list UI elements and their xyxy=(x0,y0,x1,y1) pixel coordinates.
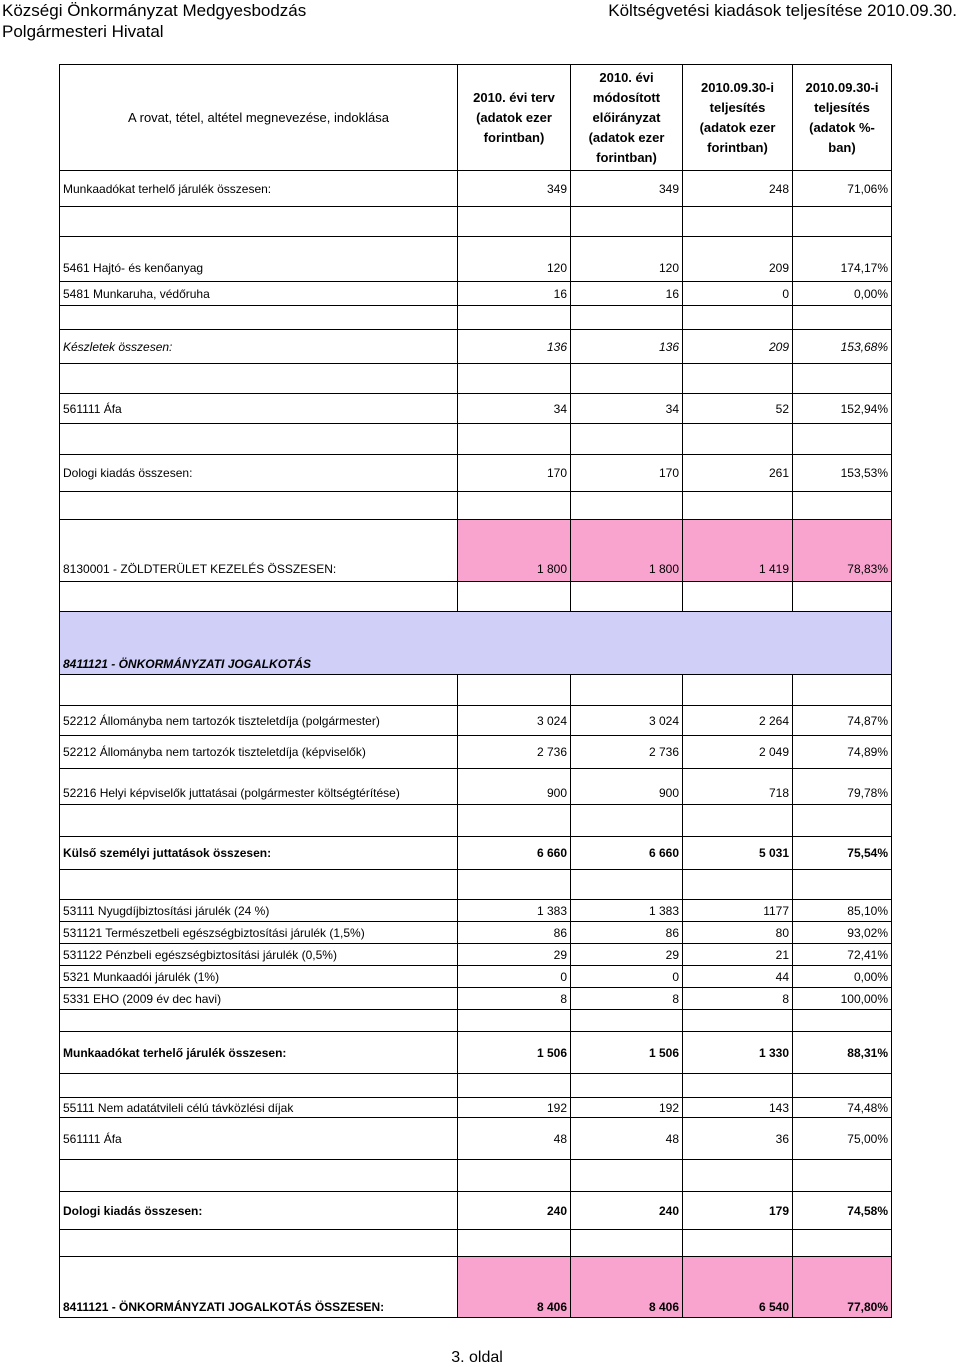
row-label: 5481 Munkaruha, védőruha xyxy=(60,282,458,306)
cell-percent: 74,48% xyxy=(793,1098,892,1118)
cell-modified-plan: 8 406 xyxy=(571,1257,683,1318)
cell-plan: 48 xyxy=(458,1118,571,1160)
cell-plan: 170 xyxy=(458,455,571,492)
spacer-row xyxy=(60,582,892,612)
spacer-row xyxy=(60,424,892,455)
cell-plan: 120 xyxy=(458,237,571,282)
table-row xyxy=(60,330,892,364)
table-row xyxy=(60,520,892,582)
cell-modified-plan: 1 383 xyxy=(571,900,683,922)
cell-actual: 143 xyxy=(683,1098,793,1118)
table-row xyxy=(60,769,892,805)
cell-plan: 192 xyxy=(458,1098,571,1118)
cell-percent: 88,31% xyxy=(793,1032,892,1074)
cell-plan: 349 xyxy=(458,171,571,207)
column-header-modified-plan: 2010. évi módosított előirányzat (adatok ezer forintban) xyxy=(571,65,683,171)
cell-actual: 36 xyxy=(683,1118,793,1160)
table-row xyxy=(60,900,892,922)
table-row xyxy=(60,988,892,1010)
cell-plan: 3 024 xyxy=(458,706,571,736)
cell-percent: 0,00% xyxy=(793,282,892,306)
row-label: 52212 Állományba nem tartozók tiszteletdíja (képviselők) xyxy=(60,736,458,769)
cell-percent: 78,83% xyxy=(793,520,892,582)
cell-actual: 718 xyxy=(683,769,793,805)
table-row xyxy=(60,736,892,769)
cell-actual: 2 049 xyxy=(683,736,793,769)
cell-percent: 93,02% xyxy=(793,922,892,944)
cell-modified-plan: 120 xyxy=(571,237,683,282)
cell-modified-plan: 900 xyxy=(571,769,683,805)
cell-percent: 74,87% xyxy=(793,706,892,736)
section-header-row xyxy=(60,612,892,675)
spacer-row xyxy=(60,675,892,706)
spacer-row xyxy=(60,805,892,837)
cell-plan: 6 660 xyxy=(458,837,571,870)
cell-actual: 2 264 xyxy=(683,706,793,736)
cell-modified-plan: 8 xyxy=(571,988,683,1010)
cell-percent: 174,17% xyxy=(793,237,892,282)
cell-actual: 80 xyxy=(683,922,793,944)
table-row xyxy=(60,706,892,736)
cell-plan: 240 xyxy=(458,1192,571,1230)
page-footer xyxy=(0,1349,960,1367)
table-row xyxy=(60,837,892,870)
cell-actual: 52 xyxy=(683,394,793,424)
cell-actual: 6 540 xyxy=(683,1257,793,1318)
spacer-row xyxy=(60,364,892,394)
cell-actual: 21 xyxy=(683,944,793,966)
cell-actual: 248 xyxy=(683,171,793,207)
cell-plan: 2 736 xyxy=(458,736,571,769)
organization-name: Községi Önkormányzat Medgyesbodzás xyxy=(2,1,307,20)
section-title: 8411121 - ÖNKORMÁNYZATI JOGALKOTÁS xyxy=(60,612,892,675)
spacer-row xyxy=(60,207,892,237)
cell-plan: 29 xyxy=(458,944,571,966)
cell-percent: 153,53% xyxy=(793,455,892,492)
column-header-plan: 2010. évi terv (adatok ezer forintban) xyxy=(458,65,571,171)
row-label: 561111 Áfa xyxy=(60,1118,458,1160)
row-label: Munkaadókat terhelő járulék összesen: xyxy=(60,171,458,207)
row-label: 52212 Állományba nem tartozók tiszteletdíja (polgármester) xyxy=(60,706,458,736)
table-row xyxy=(60,282,892,306)
cell-plan: 16 xyxy=(458,282,571,306)
cell-modified-plan: 1 506 xyxy=(571,1032,683,1074)
row-label: 561111 Áfa xyxy=(60,394,458,424)
table-row xyxy=(60,455,892,492)
row-label: 53111 Nyugdíjbiztosítási járulék (24 %) xyxy=(60,900,458,922)
row-label: Dologi kiadás összesen: xyxy=(60,1192,458,1230)
cell-actual: 209 xyxy=(683,330,793,364)
spacer-row xyxy=(60,1010,892,1032)
table-row xyxy=(60,1257,892,1318)
cell-percent: 77,80% xyxy=(793,1257,892,1318)
cell-modified-plan: 192 xyxy=(571,1098,683,1118)
cell-modified-plan: 2 736 xyxy=(571,736,683,769)
cell-modified-plan: 86 xyxy=(571,922,683,944)
cell-actual: 1 330 xyxy=(683,1032,793,1074)
spacer-row xyxy=(60,492,892,520)
cell-modified-plan: 48 xyxy=(571,1118,683,1160)
column-header-actual: 2010.09.30-i teljesítés (adatok ezer forintban) xyxy=(683,65,793,171)
cell-modified-plan: 6 660 xyxy=(571,837,683,870)
office-name: Polgármesteri Hivatal xyxy=(2,22,164,41)
table-row xyxy=(60,237,892,282)
cell-percent: 79,78% xyxy=(793,769,892,805)
row-label: Dologi kiadás összesen: xyxy=(60,455,458,492)
cell-percent: 72,41% xyxy=(793,944,892,966)
cell-modified-plan: 0 xyxy=(571,966,683,988)
cell-plan: 8 406 xyxy=(458,1257,571,1318)
cell-actual: 5 031 xyxy=(683,837,793,870)
table-row xyxy=(60,1032,892,1074)
cell-percent: 74,89% xyxy=(793,736,892,769)
column-header-description: A rovat, tétel, altétel megnevezése, indoklása xyxy=(60,65,458,171)
table-row xyxy=(60,944,892,966)
cell-plan: 34 xyxy=(458,394,571,424)
spacer-row xyxy=(60,1160,892,1192)
cell-plan: 1 506 xyxy=(458,1032,571,1074)
row-label: Készletek összesen: xyxy=(60,330,458,364)
row-label: 5321 Munkaadói járulék (1%) xyxy=(60,966,458,988)
row-label: 55111 Nem adatátvileli célú távközlési díjak xyxy=(60,1098,458,1118)
cell-plan: 86 xyxy=(458,922,571,944)
cell-actual: 179 xyxy=(683,1192,793,1230)
cell-percent: 100,00% xyxy=(793,988,892,1010)
cell-percent: 74,58% xyxy=(793,1192,892,1230)
row-label: 8411121 - ÖNKORMÁNYZATI JOGALKOTÁS ÖSSZESEN: xyxy=(60,1257,458,1318)
cell-modified-plan: 240 xyxy=(571,1192,683,1230)
report-title: Költségvetési kiadások teljesítése 2010.09.30. xyxy=(608,1,957,20)
table-header-row xyxy=(60,65,892,171)
spacer-row xyxy=(60,1074,892,1098)
cell-plan: 8 xyxy=(458,988,571,1010)
spacer-row xyxy=(60,1230,892,1257)
row-label: 8130001 - ZÖLDTERÜLET KEZELÉS ÖSSZESEN: xyxy=(60,520,458,582)
row-label: Munkaadókat terhelő járulék összesen: xyxy=(60,1032,458,1074)
cell-modified-plan: 34 xyxy=(571,394,683,424)
table-row xyxy=(60,922,892,944)
row-label: Külső személyi juttatások összesen: xyxy=(60,837,458,870)
spacer-row xyxy=(60,306,892,330)
table-row xyxy=(60,171,892,207)
row-label: 5331 EHO (2009 év dec havi) xyxy=(60,988,458,1010)
spacer-row xyxy=(60,870,892,900)
cell-percent: 153,68% xyxy=(793,330,892,364)
cell-plan: 1 800 xyxy=(458,520,571,582)
cell-actual: 1 419 xyxy=(683,520,793,582)
cell-percent: 71,06% xyxy=(793,171,892,207)
page-header xyxy=(0,0,960,50)
column-header-percent: 2010.09.30-i teljesítés (adatok %-ban) xyxy=(793,65,892,171)
cell-actual: 44 xyxy=(683,966,793,988)
table-row xyxy=(60,1118,892,1160)
cell-actual: 8 xyxy=(683,988,793,1010)
row-label: 531122 Pénzbeli egészségbiztosítási járulék (0,5%) xyxy=(60,944,458,966)
row-label: 52216 Helyi képviselők juttatásai (polgármester költségtérítése) xyxy=(60,769,458,805)
row-label: 531121 Természetbeli egészségbiztosítási járulék (1,5%) xyxy=(60,922,458,944)
page-number: 3. oldal xyxy=(451,1349,503,1366)
expenditure-table xyxy=(59,64,892,1318)
cell-percent: 0,00% xyxy=(793,966,892,988)
cell-actual: 209 xyxy=(683,237,793,282)
cell-modified-plan: 3 024 xyxy=(571,706,683,736)
cell-percent: 85,10% xyxy=(793,900,892,922)
cell-modified-plan: 16 xyxy=(571,282,683,306)
cell-plan: 1 383 xyxy=(458,900,571,922)
cell-actual: 0 xyxy=(683,282,793,306)
row-label: 5461 Hajtó- és kenőanyag xyxy=(60,237,458,282)
cell-plan: 136 xyxy=(458,330,571,364)
table-row xyxy=(60,966,892,988)
cell-plan: 0 xyxy=(458,966,571,988)
cell-percent: 75,54% xyxy=(793,837,892,870)
cell-plan: 900 xyxy=(458,769,571,805)
cell-modified-plan: 136 xyxy=(571,330,683,364)
table-row xyxy=(60,394,892,424)
cell-actual: 261 xyxy=(683,455,793,492)
cell-modified-plan: 1 800 xyxy=(571,520,683,582)
cell-percent: 75,00% xyxy=(793,1118,892,1160)
cell-percent: 152,94% xyxy=(793,394,892,424)
cell-modified-plan: 349 xyxy=(571,171,683,207)
cell-modified-plan: 29 xyxy=(571,944,683,966)
table-row xyxy=(60,1192,892,1230)
cell-modified-plan: 170 xyxy=(571,455,683,492)
cell-actual: 1177 xyxy=(683,900,793,922)
table-row xyxy=(60,1098,892,1118)
